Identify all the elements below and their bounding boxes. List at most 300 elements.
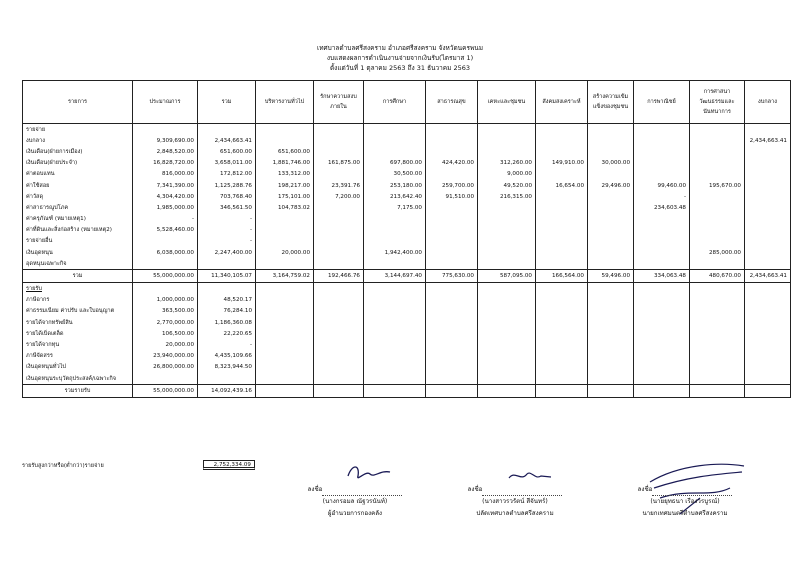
table-cell	[536, 225, 588, 236]
table-cell	[426, 202, 478, 213]
table-cell	[256, 362, 314, 373]
row-label: อุดหนุนเฉพาะกิจ	[23, 258, 133, 270]
table-cell: -	[198, 225, 256, 236]
table-cell	[690, 317, 745, 328]
table-cell	[364, 306, 426, 317]
table-row	[23, 146, 791, 157]
table-cell	[314, 328, 364, 339]
table-cell	[536, 214, 588, 225]
table-cell	[588, 306, 634, 317]
table-cell	[536, 236, 588, 247]
table-cell	[588, 373, 634, 385]
signer-position: ปลัดเทศบาลตำบลศรีสงคราม	[476, 510, 554, 517]
signer-name: (นางสาวรวรัตน์ สีจันทร์)	[482, 498, 548, 505]
table-cell	[478, 317, 536, 328]
table-header-row	[23, 81, 791, 124]
table-cell	[478, 146, 536, 157]
table-cell	[745, 258, 791, 270]
table-cell: 5,528,460.00	[133, 225, 198, 236]
table-cell	[634, 146, 690, 157]
table-row	[23, 373, 791, 385]
table-cell	[133, 258, 198, 270]
table-row	[23, 214, 791, 225]
table-row	[23, 202, 791, 213]
table-cell	[588, 339, 634, 350]
table-cell	[478, 258, 536, 270]
table-cell	[426, 306, 478, 317]
table-cell	[426, 225, 478, 236]
table-cell	[426, 295, 478, 306]
table-cell	[314, 225, 364, 236]
table-cell	[478, 214, 536, 225]
table-cell	[690, 124, 745, 136]
table-cell	[536, 247, 588, 258]
table-cell	[588, 295, 634, 306]
table-cell	[634, 258, 690, 270]
column-header: สร้างความเข้มแข็งของชุมชน	[588, 81, 634, 124]
row-label: รวม	[23, 270, 133, 283]
table-cell: 2,434,663.41	[745, 135, 791, 146]
table-cell: 775,630.00	[426, 270, 478, 283]
signature-2-image	[505, 466, 555, 486]
table-cell	[634, 339, 690, 350]
table-cell	[314, 124, 364, 136]
table-cell	[426, 362, 478, 373]
table-cell: 3,144,697.40	[364, 270, 426, 283]
table-cell	[198, 283, 256, 295]
table-row	[23, 283, 791, 295]
table-cell	[588, 236, 634, 247]
table-cell	[536, 385, 588, 398]
table-cell: 192,466.76	[314, 270, 364, 283]
signature-1-image	[340, 462, 400, 484]
table-cell	[364, 385, 426, 398]
table-cell	[256, 283, 314, 295]
table-cell	[256, 258, 314, 270]
table-row	[23, 328, 791, 339]
row-label: ภาษีจัดสรร	[23, 351, 133, 362]
table-cell	[588, 283, 634, 295]
table-cell: 106,500.00	[133, 328, 198, 339]
table-cell	[198, 373, 256, 385]
table-cell	[426, 283, 478, 295]
table-cell	[426, 339, 478, 350]
table-cell	[256, 236, 314, 247]
table-cell	[745, 146, 791, 157]
row-label: งบกลาง	[23, 135, 133, 146]
table-cell: 16,654.00	[536, 180, 588, 191]
table-cell: 166,564.00	[536, 270, 588, 283]
table-cell: 2,247,400.00	[198, 247, 256, 258]
table-cell	[634, 135, 690, 146]
table-cell: 2,848,520.00	[133, 146, 198, 157]
table-cell: 30,500.00	[364, 169, 426, 180]
column-header: การศาสนาวัฒนธรรมและนันทนาการ	[690, 81, 745, 124]
table-cell	[426, 236, 478, 247]
table-cell	[426, 328, 478, 339]
table-cell	[745, 362, 791, 373]
table-cell	[133, 283, 198, 295]
table-cell	[478, 351, 536, 362]
table-cell	[536, 169, 588, 180]
table-cell	[634, 247, 690, 258]
signature-block-1	[290, 484, 420, 520]
table-row	[23, 236, 791, 247]
row-label: ค่าที่ดินและสิ่งก่อสร้าง (หมายเหตุ2)	[23, 225, 133, 236]
table-cell: 424,420.00	[426, 158, 478, 169]
table-cell	[198, 124, 256, 136]
table-cell	[314, 339, 364, 350]
table-cell	[426, 135, 478, 146]
table-cell	[536, 191, 588, 202]
table-cell	[314, 362, 364, 373]
table-cell	[426, 351, 478, 362]
table-cell	[690, 339, 745, 350]
table-cell	[745, 385, 791, 398]
table-cell	[426, 247, 478, 258]
table-cell: 195,670.00	[690, 180, 745, 191]
table-cell: 29,496.00	[588, 180, 634, 191]
table-cell	[256, 317, 314, 328]
table-cell	[314, 169, 364, 180]
table-cell: 14,092,439.16	[198, 385, 256, 398]
table-cell	[478, 247, 536, 258]
column-header: สาธารณสุข	[426, 81, 478, 124]
table-cell: -	[198, 339, 256, 350]
table-cell	[426, 317, 478, 328]
table-row	[23, 306, 791, 317]
row-label: เงินอุดหนุนทั่วไป	[23, 362, 133, 373]
table-cell: -	[133, 214, 198, 225]
table-cell	[198, 258, 256, 270]
row-label: เงินอุดหนุนระบุวัตถุประสงค์/เฉพาะกิจ	[23, 373, 133, 385]
table-cell	[364, 295, 426, 306]
table-cell: 172,812.00	[198, 169, 256, 180]
table-cell	[634, 225, 690, 236]
budget-table	[22, 80, 791, 398]
table-cell: 4,304,420.00	[133, 191, 198, 202]
table-cell	[256, 373, 314, 385]
table-cell	[745, 202, 791, 213]
table-cell: -	[198, 214, 256, 225]
table-cell	[690, 373, 745, 385]
total-row	[23, 385, 791, 398]
column-header: ประมาณการ	[133, 81, 198, 124]
table-cell	[745, 124, 791, 136]
table-cell	[690, 306, 745, 317]
table-cell	[588, 135, 634, 146]
table-cell	[364, 124, 426, 136]
row-label: รายได้จากทุน	[23, 339, 133, 350]
table-cell	[364, 135, 426, 146]
row-label: รายได้เบ็ดเตล็ด	[23, 328, 133, 339]
table-row	[23, 169, 791, 180]
table-cell: 7,200.00	[314, 191, 364, 202]
table-cell: 198,217.00	[256, 180, 314, 191]
table-cell: 363,500.00	[133, 306, 198, 317]
table-cell	[634, 317, 690, 328]
table-cell	[314, 146, 364, 157]
column-header: บริหารงานทั่วไป	[256, 81, 314, 124]
table-cell	[314, 295, 364, 306]
table-cell: 133,312.00	[256, 169, 314, 180]
table-cell	[634, 362, 690, 373]
row-label: ภาษีอากร	[23, 295, 133, 306]
row-label: รายได้จากทรัพย์สิน	[23, 317, 133, 328]
table-cell	[690, 158, 745, 169]
table-cell	[745, 214, 791, 225]
row-label: เงินเดือน(ฝ่ายประจำ)	[23, 158, 133, 169]
column-header: เคหะและชุมชน	[478, 81, 536, 124]
table-cell	[690, 351, 745, 362]
row-label: ค่าใช้สอย	[23, 180, 133, 191]
table-cell	[536, 328, 588, 339]
table-cell	[364, 146, 426, 157]
table-cell: 76,284.10	[198, 306, 256, 317]
table-cell: 23,940,000.00	[133, 351, 198, 362]
table-cell	[588, 214, 634, 225]
table-cell	[745, 306, 791, 317]
table-cell	[478, 283, 536, 295]
table-cell: 7,341,390.00	[133, 180, 198, 191]
table-cell	[426, 124, 478, 136]
table-cell: 26,800,000.00	[133, 362, 198, 373]
table-cell	[256, 124, 314, 136]
table-cell: 1,186,360.08	[198, 317, 256, 328]
row-label: รายจ่าย	[23, 124, 133, 136]
table-cell: 3,164,759.02	[256, 270, 314, 283]
table-cell	[745, 328, 791, 339]
table-row	[23, 180, 791, 191]
table-cell	[478, 328, 536, 339]
table-cell	[478, 295, 536, 306]
table-cell: 30,000.00	[588, 158, 634, 169]
table-cell: 312,260.00	[478, 158, 536, 169]
table-row	[23, 225, 791, 236]
table-cell	[536, 373, 588, 385]
table-cell: 1,985,000.00	[133, 202, 198, 213]
table-cell	[364, 236, 426, 247]
table-cell	[426, 214, 478, 225]
total-row	[23, 270, 791, 283]
table-cell: -	[634, 191, 690, 202]
table-cell	[588, 225, 634, 236]
table-cell	[426, 146, 478, 157]
table-cell: 259,700.00	[426, 180, 478, 191]
table-cell	[690, 385, 745, 398]
table-cell: 175,101.00	[256, 191, 314, 202]
table-cell: 2,434,663.41	[745, 270, 791, 283]
table-cell	[536, 135, 588, 146]
table-cell	[690, 191, 745, 202]
table-cell: 20,000.00	[133, 339, 198, 350]
table-cell: 55,000,000.00	[133, 270, 198, 283]
table-cell: 22,220.65	[198, 328, 256, 339]
table-cell	[314, 247, 364, 258]
table-cell	[314, 236, 364, 247]
table-cell	[536, 124, 588, 136]
table-cell	[536, 317, 588, 328]
table-cell	[588, 124, 634, 136]
column-header: การศึกษา	[364, 81, 426, 124]
table-cell	[690, 214, 745, 225]
table-cell	[745, 339, 791, 350]
table-row	[23, 339, 791, 350]
table-cell	[256, 135, 314, 146]
table-cell	[314, 373, 364, 385]
table-cell: 697,800.00	[364, 158, 426, 169]
table-cell: 2,434,663.41	[198, 135, 256, 146]
table-cell: 6,038,000.00	[133, 247, 198, 258]
table-cell	[690, 202, 745, 213]
table-cell	[536, 362, 588, 373]
table-cell	[536, 351, 588, 362]
table-cell	[364, 317, 426, 328]
table-cell: 23,391.76	[314, 180, 364, 191]
table-row	[23, 351, 791, 362]
table-cell	[588, 258, 634, 270]
table-cell	[536, 283, 588, 295]
row-label: ค่าครุภัณฑ์ (หมายเหตุ1)	[23, 214, 133, 225]
table-cell	[478, 236, 536, 247]
table-cell	[690, 236, 745, 247]
table-cell	[478, 373, 536, 385]
table-cell	[588, 328, 634, 339]
table-cell	[588, 202, 634, 213]
table-cell	[364, 214, 426, 225]
table-row	[23, 124, 791, 136]
table-cell	[745, 236, 791, 247]
column-header: รักษาความสงบภายใน	[314, 81, 364, 124]
table-cell	[256, 328, 314, 339]
table-cell	[634, 124, 690, 136]
signer-position: นายกเทศมนตรีตำบลศรีสงคราม	[642, 510, 728, 517]
table-cell	[745, 225, 791, 236]
table-cell	[364, 351, 426, 362]
table-row	[23, 191, 791, 202]
table-cell	[314, 351, 364, 362]
table-cell	[690, 258, 745, 270]
table-cell: 234,603.48	[634, 202, 690, 213]
table-cell	[426, 373, 478, 385]
table-cell	[634, 328, 690, 339]
table-cell	[745, 180, 791, 191]
table-cell: 3,658,011.00	[198, 158, 256, 169]
table-cell	[634, 214, 690, 225]
row-label: ค่าธรรมเนียม ค่าปรับ และใบอนุญาต	[23, 306, 133, 317]
table-cell	[478, 124, 536, 136]
signature-block-3	[610, 484, 760, 520]
table-cell	[536, 339, 588, 350]
row-label: ค่าตอบแทน	[23, 169, 133, 180]
table-cell: 48,520.17	[198, 295, 256, 306]
table-cell	[745, 317, 791, 328]
table-cell	[256, 339, 314, 350]
table-cell: 216,315.00	[478, 191, 536, 202]
table-cell: 9,309,690.00	[133, 135, 198, 146]
signer-position: ผู้อำนวยการกองคลัง	[327, 510, 383, 517]
table-cell: 161,875.00	[314, 158, 364, 169]
table-cell	[536, 202, 588, 213]
table-cell	[314, 258, 364, 270]
row-label: รายรับ	[23, 283, 133, 295]
table-cell: 4,435,109.66	[198, 351, 256, 362]
table-cell: 104,783.02	[256, 202, 314, 213]
org-title: เทศบาลตำบลศรีสงคราม อำเภอศรีสงคราม จังหวัดนครพนม	[317, 44, 483, 52]
sign-prefix: ลงชื่อ	[307, 486, 323, 493]
table-cell	[690, 225, 745, 236]
table-cell: 7,175.00	[364, 202, 426, 213]
table-cell	[536, 146, 588, 157]
table-cell	[364, 339, 426, 350]
table-cell	[536, 295, 588, 306]
table-cell: -	[198, 236, 256, 247]
table-cell: 59,496.00	[588, 270, 634, 283]
signer-name: (นายยุทธนา เรืองวรบูรณ์)	[650, 498, 720, 505]
table-cell	[314, 202, 364, 213]
sign-prefix: ลงชื่อ	[637, 486, 653, 493]
table-cell: 16,828,720.00	[133, 158, 198, 169]
table-cell: 651,600.00	[256, 146, 314, 157]
table-cell: 213,642.40	[364, 191, 426, 202]
table-cell: 1,000,000.00	[133, 295, 198, 306]
table-cell	[588, 385, 634, 398]
table-cell	[745, 169, 791, 180]
signer-name: (นางกรอมล ณัฐวรนันท์)	[322, 498, 388, 505]
report-title: งบแสดงผลการดำเนินงานจ่ายจากเงินรับ(ไตรมาส 1)	[326, 54, 474, 62]
table-cell	[634, 295, 690, 306]
table-cell	[364, 283, 426, 295]
table-cell	[634, 373, 690, 385]
column-header: การพาณิชย์	[634, 81, 690, 124]
table-cell: 99,460.00	[634, 180, 690, 191]
table-cell: 9,000.00	[478, 169, 536, 180]
table-cell	[133, 373, 198, 385]
table-cell	[426, 169, 478, 180]
table-cell	[634, 158, 690, 169]
table-cell	[690, 328, 745, 339]
table-cell: 587,095.00	[478, 270, 536, 283]
table-cell	[364, 225, 426, 236]
table-cell	[745, 191, 791, 202]
table-cell	[536, 258, 588, 270]
table-cell	[690, 135, 745, 146]
table-cell	[690, 283, 745, 295]
table-cell	[634, 283, 690, 295]
table-cell: 49,520.00	[478, 180, 536, 191]
table-cell	[690, 295, 745, 306]
column-header: รวม	[198, 81, 256, 124]
table-cell	[634, 351, 690, 362]
table-cell	[314, 283, 364, 295]
table-row	[23, 158, 791, 169]
table-cell: 2,770,000.00	[133, 317, 198, 328]
column-header: สังคมสงเคราะห์	[536, 81, 588, 124]
table-cell	[588, 146, 634, 157]
table-cell: 55,000,000.00	[133, 385, 198, 398]
column-header: งบกลาง	[745, 81, 791, 124]
table-cell	[426, 258, 478, 270]
table-cell: 1,881,746.00	[256, 158, 314, 169]
table-cell	[634, 169, 690, 180]
table-row	[23, 135, 791, 146]
table-cell	[364, 328, 426, 339]
table-cell	[588, 169, 634, 180]
table-cell	[256, 385, 314, 398]
table-cell	[588, 362, 634, 373]
row-label: รวมรายรับ	[23, 385, 133, 398]
column-header: รายการ	[23, 81, 133, 124]
